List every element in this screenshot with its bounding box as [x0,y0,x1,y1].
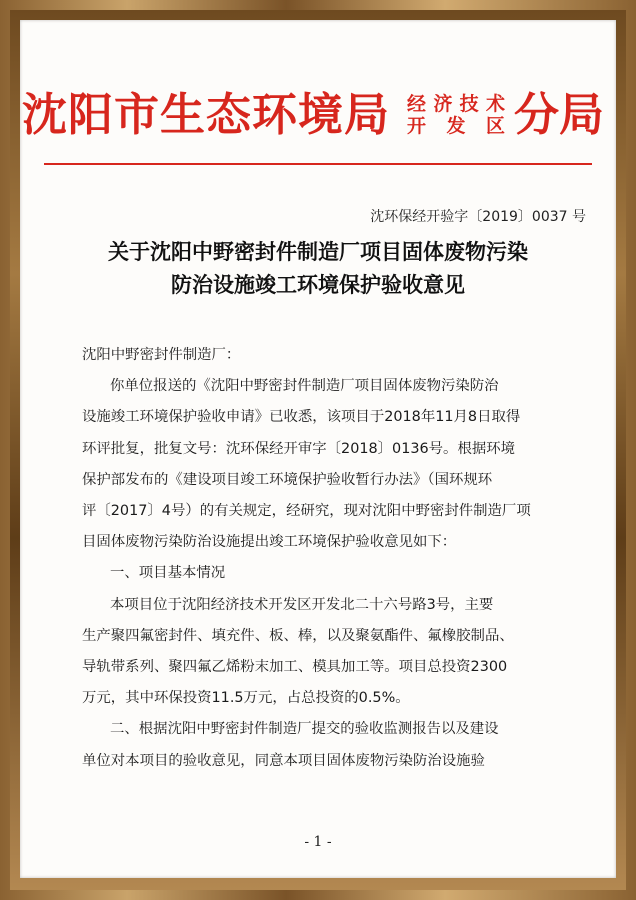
body-line: 环评批复，批复文号：沈环保经开审字〔2018〕0136号。根据环境 [82,440,516,457]
body-line: 保护部发布的《建设项目竣工环境保护验收暂行办法》（国环规环 [82,471,493,488]
letterhead-org-sub [407,93,505,137]
document-title [60,236,576,302]
letterhead [22,85,605,145]
body-line: 本项目位于沈阳经济技术开发区开发北二十六号路3号，主要 [110,596,494,613]
body-line: 万元，其中环保投资11.5万元，占总投资的0.5%。 [82,690,410,707]
body-line: 设施竣工环境保护验收申请》已收悉，该项目于2018年11月8日取得 [82,409,521,426]
section-heading: 一、项目基本情况 [110,565,226,582]
body-line: 评〔2017〕4号）的有关规定，经研究，现对沈阳中野密封件制造厂项 [82,503,531,520]
letterhead-org-sub-line1: 经济技术 [407,93,505,115]
letterhead-divider [44,163,592,165]
body-line: 单位对本项目的验收意见，同意本项目固体废物污染防治设施验 [82,752,485,769]
document-title-line2: 防治设施竣工环境保护验收意见 [171,273,465,297]
salutation: 沈阳中野密封件制造厂： [82,347,241,363]
document-number: 沈环保经开验字〔2019〕0037 号 [370,209,586,225]
document-title-line1: 关于沈阳中野密封件制造厂项目固体废物污染 [108,240,528,264]
page-number: - 1 - [304,834,332,850]
body-line: 生产聚四氟密封件、填充件、板、棒，以及聚氨酯件、氟橡胶制品、 [82,627,514,644]
body-line: 导轨带系列、聚四氟乙烯粉末加工、模具加工等。项目总投资2300 [82,659,508,676]
document-body [82,340,562,777]
letterhead-org-sub-line2: 开发区 [407,115,505,137]
body-line: 你单位报送的《沈阳中野密封件制造厂项目固体废物污染防治 [110,378,499,395]
body-line: 目固体废物污染防治设施提出竣工环境保护验收意见如下： [82,534,457,551]
body-line: 二、根据沈阳中野密封件制造厂提交的验收监测报告以及建设 [110,721,499,738]
letterhead-org-tail: 分局 [514,88,605,141]
letterhead-org-main: 沈阳市生态环境局 [22,88,391,141]
